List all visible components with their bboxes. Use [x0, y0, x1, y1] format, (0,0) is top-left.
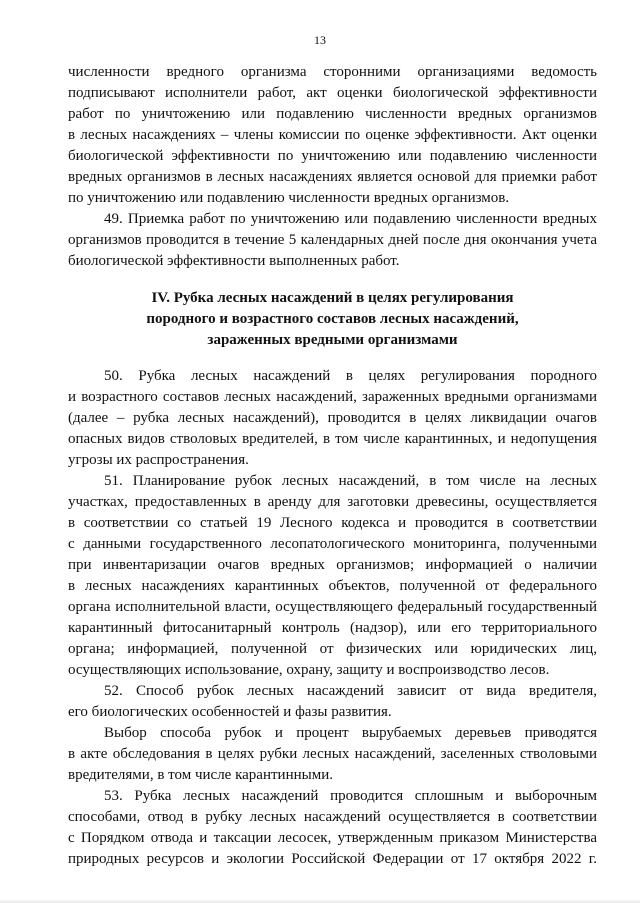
text-line: (далее – рубка лесных насаждений), проводится в целях ликвидации очагов	[68, 410, 597, 426]
text-line: с Порядком отвода и таксации лесосек, утвержденным приказом Министерства	[68, 830, 597, 846]
heading-line: породного и возрастного составов лесных насаждений,	[146, 311, 519, 327]
document-text-block-1	[68, 62, 597, 272]
text-line: подписывают исполнители работ, акт оценки биологической эффективности	[68, 85, 597, 101]
text-line: вредителями, в том числе карантинными.	[68, 767, 333, 783]
text-line: в лесных насаждениях карантинных объектов, полученной от федерального	[68, 578, 597, 594]
text-line: численности вредного организма сторонними организациями ведомость	[68, 64, 597, 80]
heading-line: зараженных вредными организмами	[207, 332, 458, 348]
text-line: при инвентаризации очагов вредных организмов; информацией о наличии	[68, 557, 597, 573]
text-line: органа исполнительной власти, осуществляющего федеральный государственный	[68, 599, 597, 615]
text-line: организмов проводится в течение 5 календарных дней после дня окончания учета	[68, 232, 597, 248]
text-line: работ по уничтожению или подавлению численности вредных организмов	[68, 106, 597, 122]
text-line: осуществляющих использование, охрану, защиту и воспроизводство лесов.	[68, 662, 550, 678]
paragraph-50-start: 50. Рубка лесных насаждений в целях регулирования породного	[104, 368, 597, 384]
text-line: угрозы их распространения.	[68, 452, 249, 468]
text-line: природных ресурсов и экологии Российской Федерации от 17 октября 2022 г.	[68, 851, 597, 867]
text-line: в акте обследования в целях рубки лесных насаждений, заселенных стволовыми	[68, 746, 597, 762]
text-line: карантинный фитосанитарный контроль (надзор), или его территориального	[68, 620, 597, 636]
paragraph-53-start: 53. Рубка лесных насаждений проводится сплошным и выборочным	[104, 788, 597, 804]
text-line: в лесных насаждениях – члены комиссии по оценке эффективности. Акт оценки	[68, 127, 597, 143]
text-line: органа; информацией, полученной от физических или юридических лиц,	[68, 641, 597, 657]
text-line: вредных организмов в лесных насаждениях является основой для приемки работ	[68, 169, 597, 185]
text-line: с данными государственного лесопатологического мониторинга, полученными	[68, 536, 597, 552]
heading-line: IV. Рубка лесных насаждений в целях регулирования	[151, 290, 514, 306]
paragraph-choice-start: Выбор способа рубок и процент вырубаемых деревьев приводятся	[104, 725, 597, 741]
page-number: 13	[314, 33, 326, 47]
text-line: его биологических особенностей и фазы развития.	[68, 704, 392, 720]
text-line: по уничтожению или подавлению численности вредных организмов.	[68, 190, 510, 206]
paragraph-49-start: 49. Приемка работ по уничтожению или подавлению численности вредных	[104, 211, 597, 227]
scan-bottom-edge	[0, 899, 640, 903]
text-line: опасных видов стволовых вредителей, в том числе карантинных, и недопущения	[68, 431, 597, 447]
text-line: биологической эффективности по уничтожению или подавлению численности	[68, 148, 597, 164]
text-line: биологической эффективности выполненных работ.	[68, 253, 400, 269]
text-line: участках, предоставленных в аренду для заготовки древесины, осуществляется	[68, 494, 597, 510]
paragraph-51-start: 51. Планирование рубок лесных насаждений, в том числе на лесных	[104, 473, 597, 489]
paragraph-52-start: 52. Способ рубок лесных насаждений зависит от вида вредителя,	[104, 683, 597, 699]
text-line: в соответствии со статьей 19 Лесного кодекса и проводится в соответствии	[68, 515, 597, 531]
text-line: способами, отвод в рубку лесных насаждений осуществляется в соответствии	[68, 809, 597, 825]
section-heading	[68, 288, 597, 351]
text-line: и возрастного составов лесных насаждений, зараженных вредными организмами	[68, 389, 597, 405]
document-text-block-2	[68, 366, 597, 870]
